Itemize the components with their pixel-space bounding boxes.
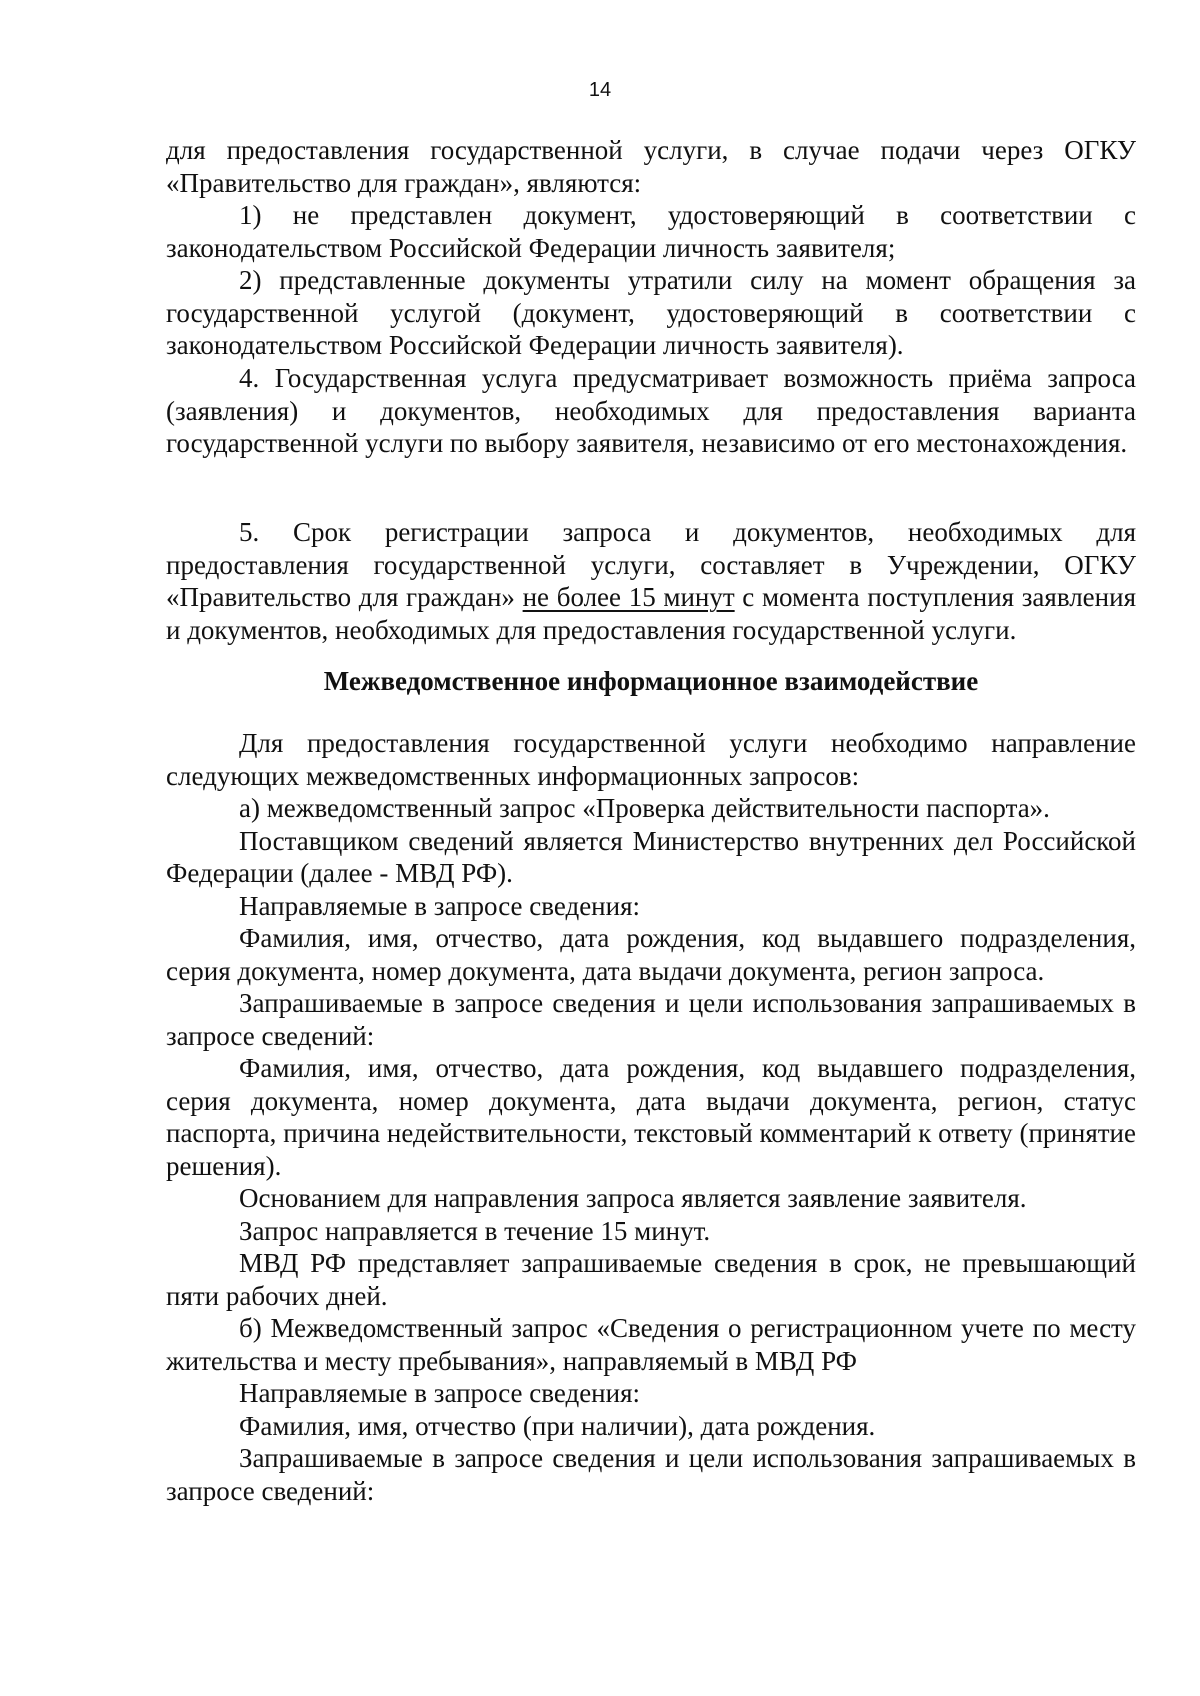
intro-item-2: 2) представленные документы утратили силу на момент обращения за государственной услугой (документ, удостоверяющий в соответствии с законодательством Российской Федерации личность заявителя). bbox=[166, 265, 1136, 360]
interagency-intro: Для предоставления государственной услуги необходимо направление следующих межведомственных информационных запросов: bbox=[166, 728, 1136, 791]
request-a: а) межведомственный запрос «Проверка действительности паспорта». bbox=[239, 793, 1050, 823]
section-5-deadline: не более 15 минут bbox=[522, 582, 735, 612]
timing-text: Запрос направляется в течение 15 минут. bbox=[239, 1215, 711, 1246]
requested-fields: Фамилия, имя, отчество, дата рождения, код выдавшего подразделения, серия документа, номер документа, дата выдачи документа, регион, статус паспорта, причина недействительности, текстовый комментарий к ответу (принятие решения). bbox=[166, 1053, 1136, 1181]
page-number: 14 bbox=[588, 79, 612, 101]
basis-text: Основанием для направления запроса является заявление заявителя. bbox=[239, 1183, 1027, 1213]
section-5 bbox=[166, 516, 1136, 646]
section-4-text: 4. Государственная услуга предусматривает возможность приёма запроса (заявления) и документов, необходимых для предоставления варианта государственной услуги по выбору заявителя, независимо от его местонахождения. bbox=[166, 363, 1136, 458]
section-4 bbox=[166, 362, 1136, 460]
b-requested-label: Запрашиваемые в запросе сведения и цели использования запрашиваемых в запросе сведений: bbox=[166, 1443, 1136, 1506]
interagency-block bbox=[166, 727, 1136, 1507]
b-sent-fields: Фамилия, имя, отчество (при наличии), дата рождения. bbox=[239, 1410, 876, 1441]
request-b: б) Межведомственный запрос «Сведения о регистрационном учете по месту жительства и месту пребывания», направляемый в МВД РФ bbox=[166, 1313, 1136, 1376]
intro-item-1: 1) не представлен документ, удостоверяющий в соответствии с законодательством Российской Федерации личность заявителя; bbox=[166, 200, 1136, 263]
b-sent-label: Направляемые в запросе сведения: bbox=[239, 1378, 640, 1408]
response-text: МВД РФ представляет запрашиваемые сведения в срок, не превышающий пяти рабочих дней. bbox=[166, 1248, 1136, 1311]
section-5-text bbox=[166, 516, 1136, 646]
sent-label: Направляемые в запросе сведения: bbox=[239, 890, 640, 921]
section-5-text-before: 5. Срок регистрации запроса и документов, необходимых для предоставления государственной услуги, составляет в Учреждении, ОГКУ «Правительство для граждан» bbox=[166, 517, 1136, 612]
intro-line: для предоставления государственной услуги, в случае подачи через ОГКУ «Правительство для граждан», являются: bbox=[166, 135, 1136, 198]
supplier-text: Поставщиком сведений является Министерство внутренних дел Российской Федерации (далее - МВД РФ). bbox=[166, 825, 1136, 888]
sent-fields: Фамилия, имя, отчество, дата рождения, код выдавшего подразделения, серия документа, номер документа, дата выдачи документа, регион запроса. bbox=[166, 923, 1136, 986]
section-heading: Межведомственное информационное взаимодействие bbox=[323, 666, 979, 696]
section-5-text-after: с момента поступления заявления и документов, необходимых для предоставления государственной услуги. bbox=[166, 582, 1136, 645]
requested-label: Запрашиваемые в запросе сведения и цели использования запрашиваемых в запросе сведений: bbox=[166, 988, 1136, 1051]
intro-block bbox=[166, 134, 1136, 362]
